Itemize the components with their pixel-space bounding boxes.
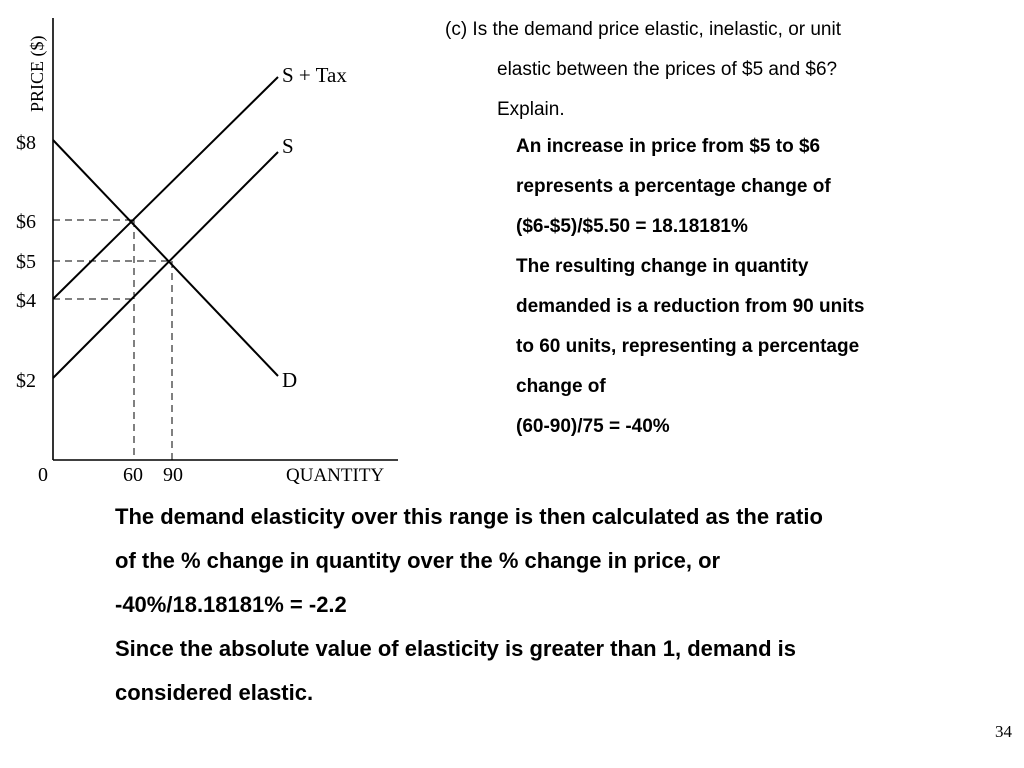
y-tick-8: $8	[16, 132, 36, 154]
supply-plus-tax-label: S + Tax	[282, 63, 347, 87]
conclusion-text	[115, 495, 975, 715]
answer-text	[516, 127, 996, 447]
answer-line: to 60 units, representing a percentage	[516, 336, 860, 357]
answer-line: An increase in price from $5 to $6	[516, 136, 821, 157]
conclusion-line: -40%/18.18181% = -2.2	[115, 592, 347, 617]
question-line: (c) Is the demand price elastic, inelastic, or unit	[445, 19, 842, 40]
x-axis-label: QUANTITY	[286, 465, 385, 486]
conclusion-line: of the % change in quantity over the % change in price, or	[115, 548, 721, 573]
question-line: Explain.	[497, 99, 565, 120]
answer-line: ($6-$5)/$5.50 = 18.18181%	[516, 216, 748, 237]
y-tick-4: $4	[16, 290, 36, 312]
demand-curve	[53, 140, 278, 376]
question-line: elastic between the prices of $5 and $6?	[497, 59, 838, 80]
supply-demand-diagram	[0, 0, 410, 495]
demand-label: D	[282, 368, 298, 392]
y-tick-6: $6	[16, 211, 36, 233]
answer-line: The resulting change in quantity	[516, 256, 809, 277]
x-tick-60: 60	[123, 464, 143, 486]
question-text	[445, 10, 965, 130]
origin-label: 0	[38, 464, 48, 486]
supply-label: S	[282, 134, 294, 158]
guide-lines	[53, 220, 172, 460]
slide-number: 34	[995, 722, 1012, 741]
answer-line: change of	[516, 376, 606, 397]
y-tick-5: $5	[16, 251, 36, 273]
answer-line: demanded is a reduction from 90 units	[516, 296, 865, 317]
conclusion-line: considered elastic.	[115, 680, 314, 705]
conclusion-line: Since the absolute value of elasticity is greater than 1, demand is	[115, 636, 797, 661]
y-tick-2: $2	[16, 370, 36, 392]
x-tick-90: 90	[163, 464, 183, 486]
y-axis-label: PRICE ($)	[27, 35, 47, 112]
answer-line: represents a percentage change of	[516, 176, 831, 197]
conclusion-line: The demand elasticity over this range is then calculated as the ratio	[115, 504, 823, 529]
answer-line: (60-90)/75 = -40%	[516, 416, 670, 437]
